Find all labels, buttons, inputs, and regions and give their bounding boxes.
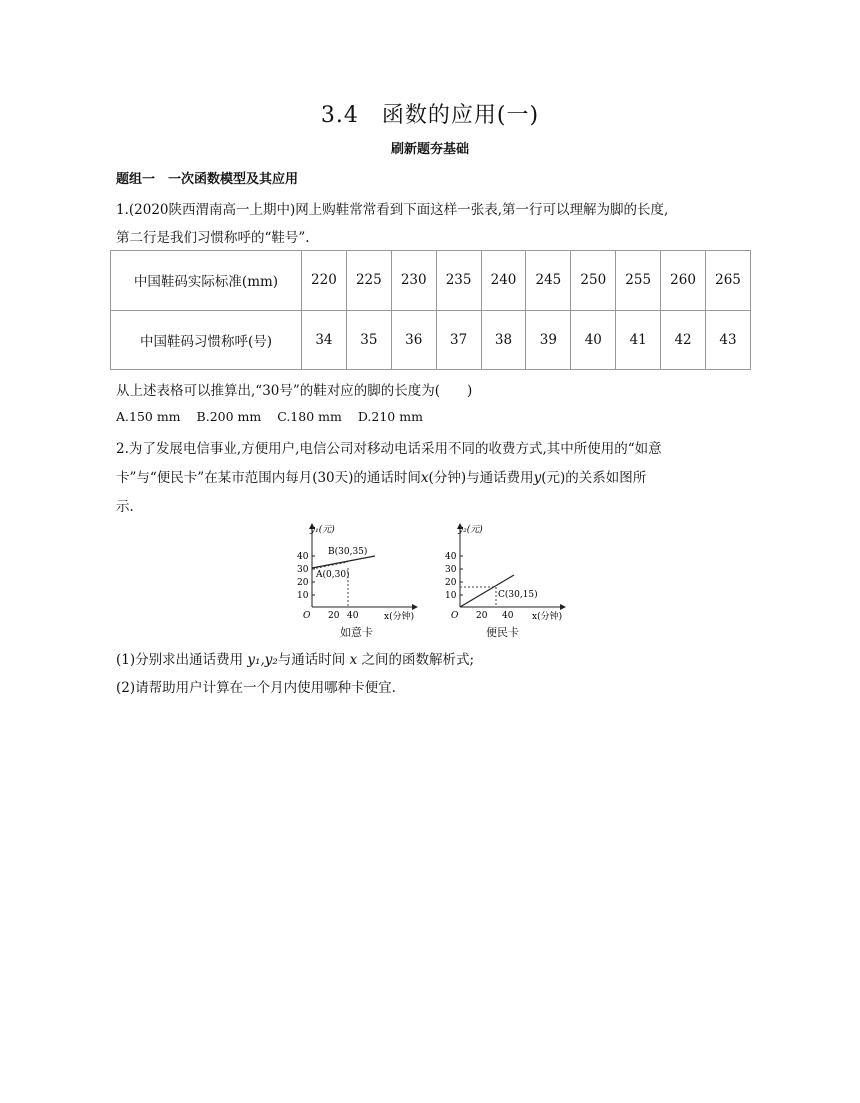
q2-stem-line1: 2.为了发展电信事业,方便用户,电信公司对移动电话采用不同的收费方式,其中所使用的“如意: [116, 441, 662, 457]
x-tick-label: 20: [476, 611, 488, 621]
table-cell: 37: [436, 310, 481, 370]
y-tick-label: 20: [445, 578, 457, 588]
point-b-label: B(30,35): [328, 547, 368, 557]
row1-label: 中国鞋码实际标准(mm): [111, 251, 302, 311]
y-tick-label: 30: [445, 565, 457, 575]
var-y1-y2: y₁,y₂: [247, 652, 278, 668]
q1-stem-line2: 第二行是我们习惯称呼的“鞋号”.: [116, 230, 310, 246]
table-cell: 230: [391, 251, 436, 311]
table-cell: 42: [661, 310, 706, 370]
y-tick-label: 20: [297, 578, 309, 588]
option-b: B.200 mm: [196, 409, 262, 424]
y-axis-label: y₁(元): [310, 525, 335, 535]
x-tick-label: 20: [328, 611, 340, 621]
point-c-label: C(30,15): [498, 590, 538, 600]
q2-stem-text: (元)的关系如图所: [541, 470, 647, 486]
origin-label: O: [303, 611, 311, 621]
q2-sub1: [116, 648, 474, 668]
line-y1: [312, 556, 375, 568]
y-tick-label: 10: [445, 591, 457, 601]
option-d: D.210 mm: [357, 409, 423, 424]
shoe-size-table: [110, 250, 751, 370]
y-tick-label: 40: [445, 552, 457, 562]
table-cell: 255: [616, 251, 661, 311]
table-cell: 260: [661, 251, 706, 311]
q2-stem-text: (分钟)与通话费用: [428, 470, 534, 486]
dashed-guide: [312, 562, 348, 569]
var-x: x: [420, 470, 429, 486]
graph-bianmin-card: [440, 522, 570, 626]
option-c: C.180 mm: [277, 409, 342, 424]
table-cell: 35: [346, 310, 391, 370]
q1-question: 从上述表格可以推算出,“30号”的鞋对应的脚的长度为( ): [116, 383, 473, 399]
q1-options: [116, 409, 435, 424]
graph-bianmin-svg: [440, 522, 570, 622]
section-title: 3.4 函数的应用(一): [320, 103, 540, 128]
table-cell: 41: [616, 310, 661, 370]
table-cell: 36: [391, 310, 436, 370]
y-tick-label: 30: [297, 565, 309, 575]
option-a: A.150 mm: [116, 409, 181, 424]
graph2-caption: 便民卡: [486, 626, 519, 639]
origin-label: O: [451, 611, 459, 621]
table-cell: 245: [526, 251, 571, 311]
x-tick-label: 40: [347, 611, 359, 621]
graph-ruyi-svg: [292, 522, 422, 622]
table-cell: 43: [706, 310, 751, 370]
table-cell: 235: [436, 251, 481, 311]
q2-sub1-text: 之间的函数解析式;: [361, 652, 475, 668]
table-cell: 220: [302, 251, 347, 311]
y-axis-label: y₂(元): [458, 525, 483, 535]
q1-stem-line1: 1.(2020陕西渭南高一上期中)网上购鞋常常看到下面这样一张表,第一行可以理解为脚的长度,: [116, 202, 669, 218]
x-axis-label: x(分钟): [532, 612, 563, 622]
table-cell: 34: [302, 310, 347, 370]
var-y: y: [533, 470, 542, 486]
table-cell: 240: [481, 251, 526, 311]
table-row: [111, 310, 751, 370]
x-tick-label: 40: [502, 611, 514, 621]
graph1-caption: 如意卡: [340, 626, 373, 639]
section-subtitle: 刷新题夯基础: [390, 142, 469, 157]
q2-stem-line2: [116, 466, 646, 486]
group-heading: 题组一 一次函数模型及其应用: [116, 172, 299, 187]
table-cell: 250: [571, 251, 616, 311]
table-cell: 39: [526, 310, 571, 370]
point-a-label: A(0,30): [316, 570, 350, 580]
table-cell: 225: [346, 251, 391, 311]
q2-sub1-text: 与通话时间: [277, 652, 346, 668]
q2-sub2: (2)请帮助用户计算在一个月内使用哪种卡便宜.: [116, 680, 396, 696]
table-cell: 38: [481, 310, 526, 370]
table-cell: 265: [706, 251, 751, 311]
graph-ruyi-card: [292, 522, 422, 626]
q2-stem-line3: 示.: [116, 499, 134, 515]
x-axis-label: x(分钟): [384, 612, 415, 622]
y-tick-label: 40: [297, 552, 309, 562]
var-x: x: [349, 652, 358, 668]
table-cell: 40: [571, 310, 616, 370]
table-row: [111, 251, 751, 311]
row2-label: 中国鞋码习惯称呼(号): [111, 310, 302, 370]
y-tick-label: 10: [297, 591, 309, 601]
q2-sub1-text: (1)分别求出通话费用: [116, 652, 244, 668]
q2-stem-text: 卡”与“便民卡”在某市范围内每月(30天)的通话时间: [116, 470, 421, 486]
